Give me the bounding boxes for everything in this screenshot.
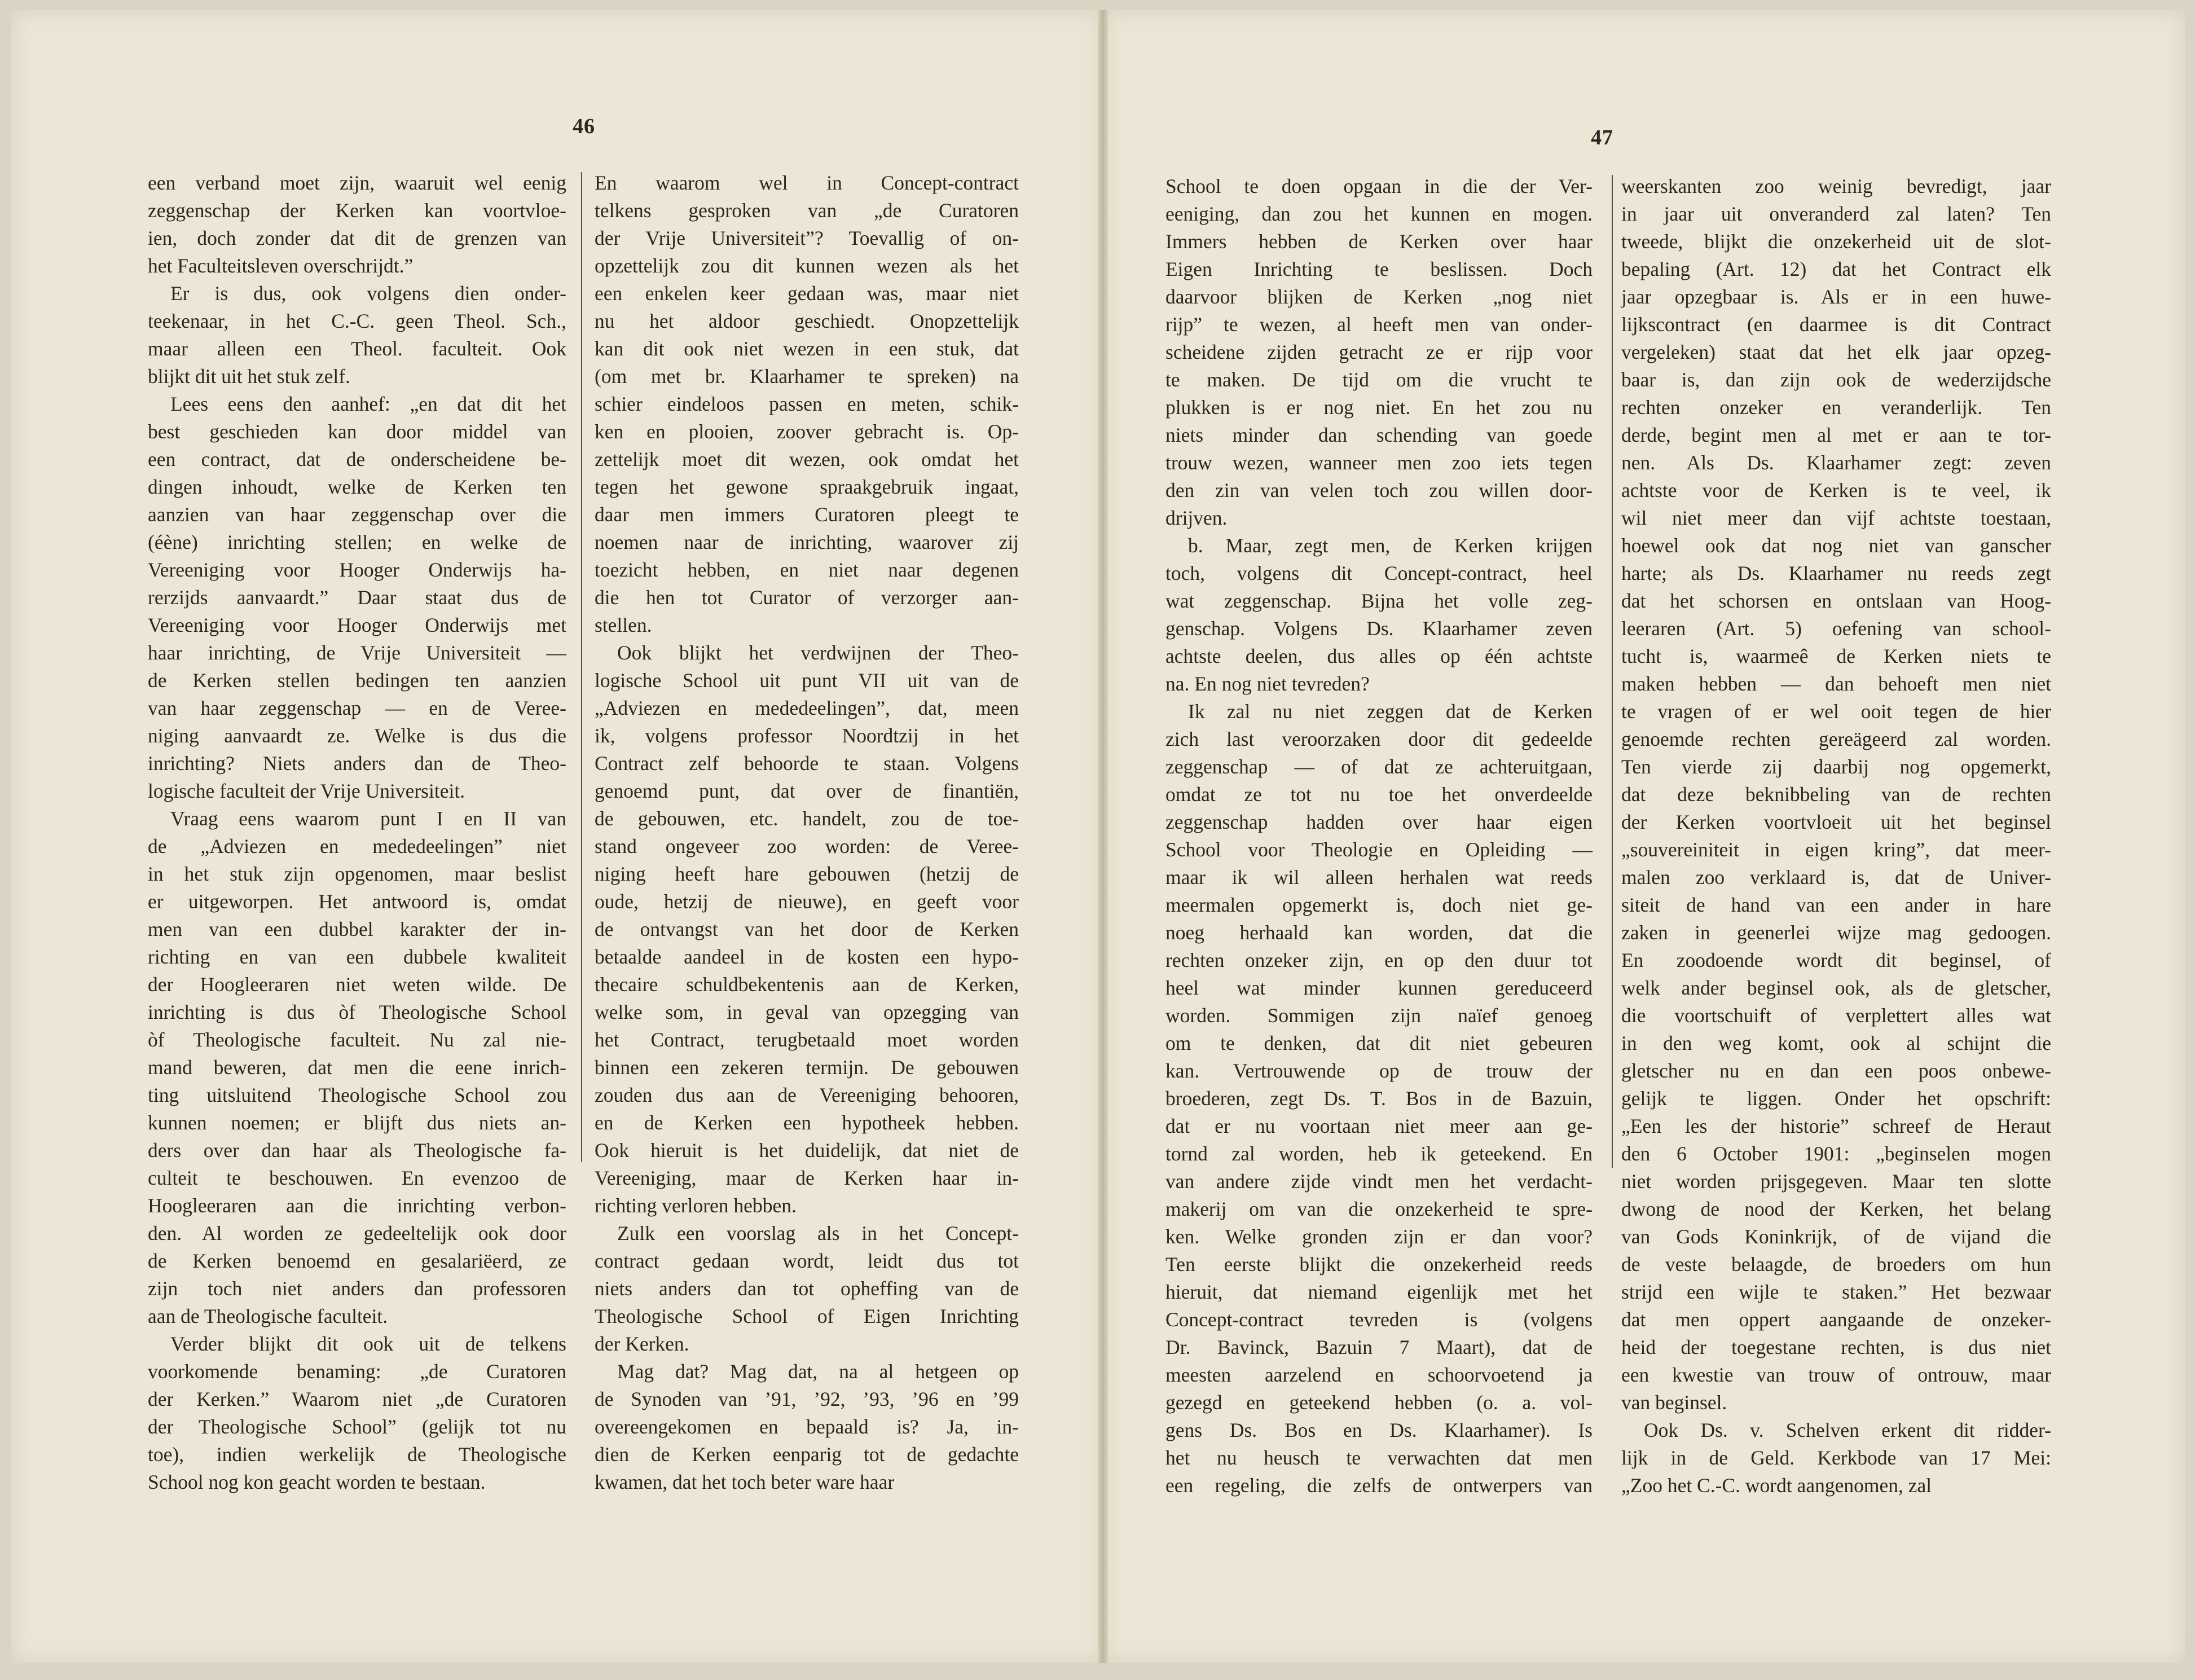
text-line: te maken. De tijd om die vrucht te [1165,368,1593,391]
text-line: ken en plooien, zoover gebracht is. Op- [595,420,1019,443]
text-line: de gebouwen, etc. handelt, zou de toe- [595,807,1019,830]
text-line: opzettelijk zou dit kunnen wezen als het [595,254,1019,277]
text-line: een verband moet zijn, waaruit wel eenig [148,171,566,194]
text-line: wil niet meer dan vijf achtste toestaan, [1621,507,2051,529]
text-line: Vereeniging, maar de Kerken haar in- [595,1167,1019,1189]
text-line: wat zeggenschap. Bijna het volle zeg- [1165,590,1593,612]
text-line: zeggenschap der Kerken kan voortvloe- [148,199,566,222]
text-line: den 6 October 1901: „beginselen mogen [1621,1142,2051,1165]
text-line: zaken in geenerlei wijze mag gedoogen. [1621,921,2051,944]
text-line: aan de Theologische faculteit. [148,1305,388,1327]
text-line: maar ik wil alleen herhalen wat reeds [1165,866,1593,889]
text-line: lijk in de Geld. Kerkbode van 17 Mei: [1621,1446,2051,1469]
text-line: achtste voor de Kerken is te veel, ik [1621,479,2051,502]
text-line: dwong de nood der Kerken, het belang [1621,1198,2051,1220]
text-line: dat het schorsen en ontslaan van Hoog- [1621,590,2051,612]
text-line: inrichting? Niets anders dan de Theo- [148,752,566,775]
text-line: òf Theologische faculteit. Nu zal nie- [148,1028,566,1051]
text-line: den. Al worden ze gedeeltelijk ook door [148,1222,566,1244]
text-line: Theologische School of Eigen Inrichting [595,1305,1019,1327]
text-line: bepaling (Art. 12) dat het Contract elk [1621,258,2051,280]
text-line: hoewel ook dat nog niet van ganscher [1621,534,2051,557]
text-line: kan. Vertrouwende op de trouw der [1165,1059,1593,1082]
text-line: die hen tot Curator of verzorger aan- [595,586,1019,609]
text-line: een kwestie van trouw of ontrouw, maar [1621,1364,2051,1386]
text-line: stand ongeveer zoo worden: de Veree- [595,835,1019,857]
text-line: in jaar uit onveranderd zal laten? Ten [1621,203,2051,225]
text-line: logische School uit punt VII uit van de [595,669,1019,692]
text-line: rijp” te wezen, al heeft men van onder- [1165,313,1593,336]
text-line: dat men oppert aangaande de onzeker- [1621,1308,2051,1331]
text-line: Ook blijkt het verdwijnen der Theo- [617,641,1019,664]
text-line: En waarom wel in Concept-contract [595,171,1019,194]
text-line: in den weg komt, ook al schijnt die [1621,1032,2051,1054]
text-line: logische faculteit der Vrije Universiteit. [148,780,465,802]
text-line: Vraag eens waarom punt I en II van [170,807,566,830]
text-line: daar men immers Curatoren pleegt te [595,503,1019,526]
text-line: Ten vierde zij daarbij nog opgemerkt, [1621,755,2051,778]
text-line: het Contract, terugbetaald moet worden [595,1028,1019,1051]
text-line: den zin van velen toch zou willen door- [1165,479,1593,502]
text-line: der Kerken.” Waarom niet „de Curatoren [148,1388,566,1410]
text-line: voorkomende benaming: „de Curatoren [148,1360,566,1383]
text-line: na. En nog niet tevreden? [1165,672,1370,695]
text-line: b. Maar, zegt men, de Kerken krijgen [1188,534,1593,557]
text-line: Immers hebben de Kerken over haar [1165,230,1593,253]
text-line: niets anders dan tot opheffing van de [595,1277,1019,1300]
text-line: van haar zeggenschap — en de Veree- [148,697,566,719]
text-line: Hoogleeraren aan die inrichting verbon- [148,1194,566,1217]
text-line: toch, volgens dit Concept-contract, heel [1165,562,1593,584]
text-line: vergeleken) staat dat het elk jaar opzeg- [1621,341,2051,363]
text-line: zeggenschap — of dat ze achteruitgaan, [1165,755,1593,778]
text-line: best geschieden kan door middel van [148,420,566,443]
text-line: Ik zal nu niet zeggen dat de Kerken [1188,700,1593,723]
text-line: worden. Sommigen zijn naïef genoeg [1165,1004,1593,1027]
text-line: plukken is er nog niet. En het zou nu [1165,396,1593,419]
text-line: inrichting is dus òf Theologische School [148,1001,566,1023]
text-line: teekenaar, in het C.-C. geen Theol. Sch., [148,310,566,332]
text-line: van beginsel. [1621,1391,1727,1414]
text-line: dingen inhoudt, welke de Kerken ten [148,476,566,498]
text-line: ken. Welke gronden zijn er dan voor? [1165,1225,1593,1248]
text-line: ders over dan haar als Theologische fa- [148,1139,566,1162]
text-line: eeniging, dan zou het kunnen en mogen. [1165,203,1593,225]
text-line: heel wat minder kunnen gereduceerd [1165,977,1593,999]
text-line: Vereeniging voor Hooger Onderwijs met [148,614,566,636]
text-line: kwamen, dat het toch beter ware haar [595,1471,895,1493]
text-line: School voor Theologie en Opleiding — [1165,838,1593,861]
text-line: rechten onzeker en veranderlijk. Ten [1621,396,2051,419]
text-line: mand beweren, dat men die eene inrich- [148,1056,566,1079]
text-line: en de Kerken een hypotheek hebben. [595,1111,1019,1134]
text-line: welk ander beginsel ook, als de gletscher, [1621,977,2051,999]
text-line: School te doen opgaan in die der Ver- [1165,175,1593,197]
text-line: Ook hieruit is het duidelijk, dat niet de [595,1139,1019,1162]
text-line: makerij om van die onzekerheid te spre- [1165,1198,1593,1220]
text-line: contract gedaan wordt, leidt dus tot [595,1250,1019,1272]
text-line: Ook Ds. v. Schelven erkent dit ridder- [1644,1419,2051,1441]
text-line: leeraren (Art. 5) oefening van school- [1621,617,2051,640]
text-line: „Adviezen en mededeelingen”, dat, meen [595,697,1019,719]
text-line: (om met br. Klaarhamer te spreken) na [595,365,1019,388]
left-page-column-2 [595,169,1019,1496]
text-line: een contract, dat de onderscheidene be- [148,448,566,470]
text-line: Dr. Bavinck, Bazuin 7 Maart), dat de [1165,1336,1593,1358]
text-line: Verder blijkt dit ook uit de telkens [170,1332,566,1355]
text-line: de Synoden van ’91, ’92, ’93, ’96 en ’99 [595,1388,1019,1410]
text-line: dat deze beknibbeling van de rechten [1621,783,2051,806]
text-line: gletscher nu en dan een poos onbewe- [1621,1059,2051,1082]
text-line: toe), indien werkelijk de Theologische [148,1443,566,1466]
book-gutter [1098,10,1108,1663]
text-line: de Kerken benoemd en gesalariëerd, ze [148,1250,566,1272]
right-page-column-2 [1621,173,2051,1499]
text-line: aanzien van haar zeggenschap over die [148,503,566,526]
text-line: harte; als Ds. Klaarhamer nu reeds zegt [1621,562,2051,584]
text-line: „Zoo het C.-C. wordt aangenomen, zal [1621,1474,1932,1497]
text-line: zouden dus aan de Vereeniging behooren, [595,1084,1019,1106]
text-line: „Een les der historie” schreef de Heraut [1621,1115,2051,1137]
text-line: men van een dubbel karakter der in- [148,918,566,940]
text-line: der Kerken. [595,1332,689,1355]
column-divider-left [581,172,582,1162]
text-line: noeg herhaald kan worden, dat die [1165,921,1593,944]
text-line: nu het aldoor geschiedt. Onopzettelijk [595,310,1019,332]
text-line: oude, hetzij de nieuwe), en geeft voor [595,890,1019,913]
text-line: Er is dus, ook volgens dien onder- [170,282,566,305]
text-line: richting en van een dubbele kwaliteit [148,945,566,968]
text-line: zijn toch niet anders dan professoren [148,1277,566,1300]
text-line: Concept-contract tevreden is (volgens [1165,1308,1593,1331]
text-line: noemen naar de inrichting, waarover zij [595,531,1019,553]
text-line: weerskanten zoo weinig bevredigt, jaar [1621,175,2051,197]
text-line: in het stuk zijn opgenomen, maar beslist [148,863,566,885]
text-line: ien, doch zonder dat dit de grenzen van [148,227,566,249]
text-line: niging aanvaardt ze. Welke is dus die [148,724,566,747]
text-line: niet worden prijsgegeven. Maar ten slotte [1621,1170,2051,1193]
text-line: de Kerken stellen bedingen ten aanzien [148,669,566,692]
text-line: lijkscontract (en daarmee is dit Contract [1621,313,2051,336]
text-line: de „Adviezen en mededeelingen” niet [148,835,566,857]
page-number-left: 46 [573,115,595,138]
text-line: achtste deelen, dus alles op één achtste [1165,645,1593,667]
text-line: de veste belaagde, de broeders om hun [1621,1253,2051,1276]
text-line: En zoodoende wordt dit beginsel, of [1621,949,2051,971]
text-line: tucht is, waarmeê de Kerken niets te [1621,645,2051,667]
text-line: schier eindeloos passen en meten, schik- [595,393,1019,415]
text-line: drijven. [1165,507,1228,529]
text-line: binnen een zekeren termijn. De gebouwen [595,1056,1019,1079]
text-line: ting uitsluitend Theologische School zou [148,1084,566,1106]
text-line: er uitgeworpen. Het antwoord is, omdat [148,890,566,913]
text-line: strijd een wijle te staken.” Het bezwaar [1621,1281,2051,1303]
text-line: dien de Kerken eenparig tot de gedachte [595,1443,1019,1466]
text-line: School nog kon geacht worden te bestaan. [148,1471,486,1493]
text-line: rechten onzeker zijn, en op den duur tot [1165,949,1593,971]
text-line: daarvoor blijken de Kerken „nog niet [1165,285,1593,308]
text-line: te vragen of er wel ooit tegen de hier [1621,700,2051,723]
text-line: omdat ze tot nu toe het onverdeelde [1165,783,1593,806]
text-line: heid der toegestane rechten, is dus niet [1621,1336,2051,1358]
text-line: scheidene zijden getracht ze er rijp voor [1165,341,1593,363]
text-line: zeggenschap hadden over haar eigen [1165,811,1593,833]
text-line: ik, volgens professor Noordtzij in het [595,724,1019,747]
text-line: meermalen opgemerkt is, doch niet ge- [1165,894,1593,916]
text-line: genschap. Volgens Ds. Klaarhamer zeven [1165,617,1593,640]
text-line: zich last veroorzaken door dit gedeelde [1165,728,1593,750]
text-line: baar is, dan zijn ook de wederzijdsche [1621,368,2051,391]
text-line: der Vrije Universiteit”? Toevallig of on- [595,227,1019,249]
text-line: stellen. [595,614,652,636]
column-divider-right [1612,175,1613,1168]
text-line: telkens gesproken van „de Curatoren [595,199,1019,222]
text-line: tornd zal worden, heb ik geteekend. En [1165,1142,1593,1165]
left-page-column-1 [148,169,566,1496]
text-line: niging heeft hare gebouwen (hetzij de [595,863,1019,885]
text-line: blijkt dit uit het stuk zelf. [148,365,350,388]
text-line: van andere zijde vindt men het verdacht- [1165,1170,1593,1193]
text-line: betaalde aandeel in de kosten een hypo- [595,945,1019,968]
text-line: genoemde rechten gereägeerd zal worden. [1621,728,2051,750]
text-line: gezegd en geteekend hebben (o. a. vol- [1165,1391,1593,1414]
text-line: broederen, zegt Ds. T. Bos in de Bazuin, [1165,1087,1593,1110]
text-line: kunnen noemen; er blijft dus niets an- [148,1111,566,1134]
text-line: Vereeniging voor Hooger Onderwijs ha- [148,558,566,581]
text-line: niets minder dan schending van goede [1165,424,1593,446]
text-line: dat er nu voortaan niet meer aan ge- [1165,1115,1593,1137]
text-line: toezicht hebben, en niet naar degenen [595,558,1019,581]
text-line: die voortschuift of verplettert alles wat [1621,1004,2051,1027]
text-line: van Gods Koninkrijk, of de vijand die [1621,1225,2051,1248]
text-line: Mag dat? Mag dat, na al hetgeen op [617,1360,1019,1383]
text-line: tweede, blijkt die onzekerheid uit de slot- [1621,230,2051,253]
text-line: het Faculteitsleven overschrijdt.” [148,254,414,277]
text-line: hieruit, dat niemand eigenlijk met het [1165,1281,1593,1303]
text-line: het nu heusch te verwachten dat men [1165,1446,1593,1469]
text-line: thecaire schuldbekentenis aan de Kerken, [595,973,1019,996]
text-line: gelijk te liggen. Onder het opschrift: [1621,1087,2051,1110]
text-line: rerzijds aanvaardt.” Daar staat dus de [148,586,566,609]
text-line: tegen het gewone spraakgebruik ingaat, [595,476,1019,498]
text-line: Zulk een voorslag als in het Concept- [617,1222,1019,1244]
text-line: der Hoogleeraren niet weten wilde. De [148,973,566,996]
text-line: richting verloren hebben. [595,1194,797,1217]
text-line: trouw wezen, wanneer men zoo iets tegen [1165,451,1593,474]
text-line: kan dit ook niet wezen in een stuk, dat [595,337,1019,360]
text-line: Lees eens den aanhef: „en dat dit het [170,393,566,415]
text-line: jaar opzegbaar is. Als er in een huwe- [1621,285,2051,308]
text-line: overeengekomen en bepaald is? Ja, in- [595,1415,1019,1438]
text-line: meesten aarzelend en schoorvoetend ja [1165,1364,1593,1386]
text-line: derde, begint men al met er aan te tor- [1621,424,2051,446]
text-line: welke som, in geval van opzegging van [595,1001,1019,1023]
text-line: gens Ds. Bos en Ds. Klaarhamer). Is [1165,1419,1593,1441]
text-line: Contract zelf behoorde te staan. Volgens [595,752,1019,775]
text-line: „souvereiniteit in eigen kring”, dat meer- [1621,838,2051,861]
text-line: een enkelen keer gedaan was, maar niet [595,282,1019,305]
text-line: zettelijk moet dit wezen, ook omdat het [595,448,1019,470]
text-line: om te denken, dat dit niet gebeuren [1165,1032,1593,1054]
text-line: Eigen Inrichting te beslissen. Doch [1165,258,1593,280]
text-line: haar inrichting, de Vrije Universiteit — [148,641,566,664]
text-line: maken hebben — dan behoeft men niet [1621,672,2051,695]
right-page-column-1 [1165,173,1593,1499]
text-line: de ontvangst van het door de Kerken [595,918,1019,940]
text-line: een regeling, die zelfs de ontwerpers van [1165,1474,1593,1497]
text-line: (éène) inrichting stellen; en welke de [148,531,566,553]
text-line: der Kerken voortvloeit uit het beginsel [1621,811,2051,833]
text-line: malen zoo verklaard is, dat de Univer- [1621,866,2051,889]
text-line: der Theologische School” (gelijk tot nu [148,1415,566,1438]
text-line: siteit de hand van een ander in hare [1621,894,2051,916]
text-line: maar alleen een Theol. faculteit. Ook [148,337,566,360]
page-number-right: 47 [1591,126,1613,149]
text-line: culteit te beschouwen. En evenzoo de [148,1167,566,1189]
text-line: genoemd punt, dat over de finantiën, [595,780,1019,802]
text-line: nen. Als Ds. Klaarhamer zegt: zeven [1621,451,2051,474]
text-line: Ten eerste blijkt die onzekerheid reeds [1165,1253,1593,1276]
